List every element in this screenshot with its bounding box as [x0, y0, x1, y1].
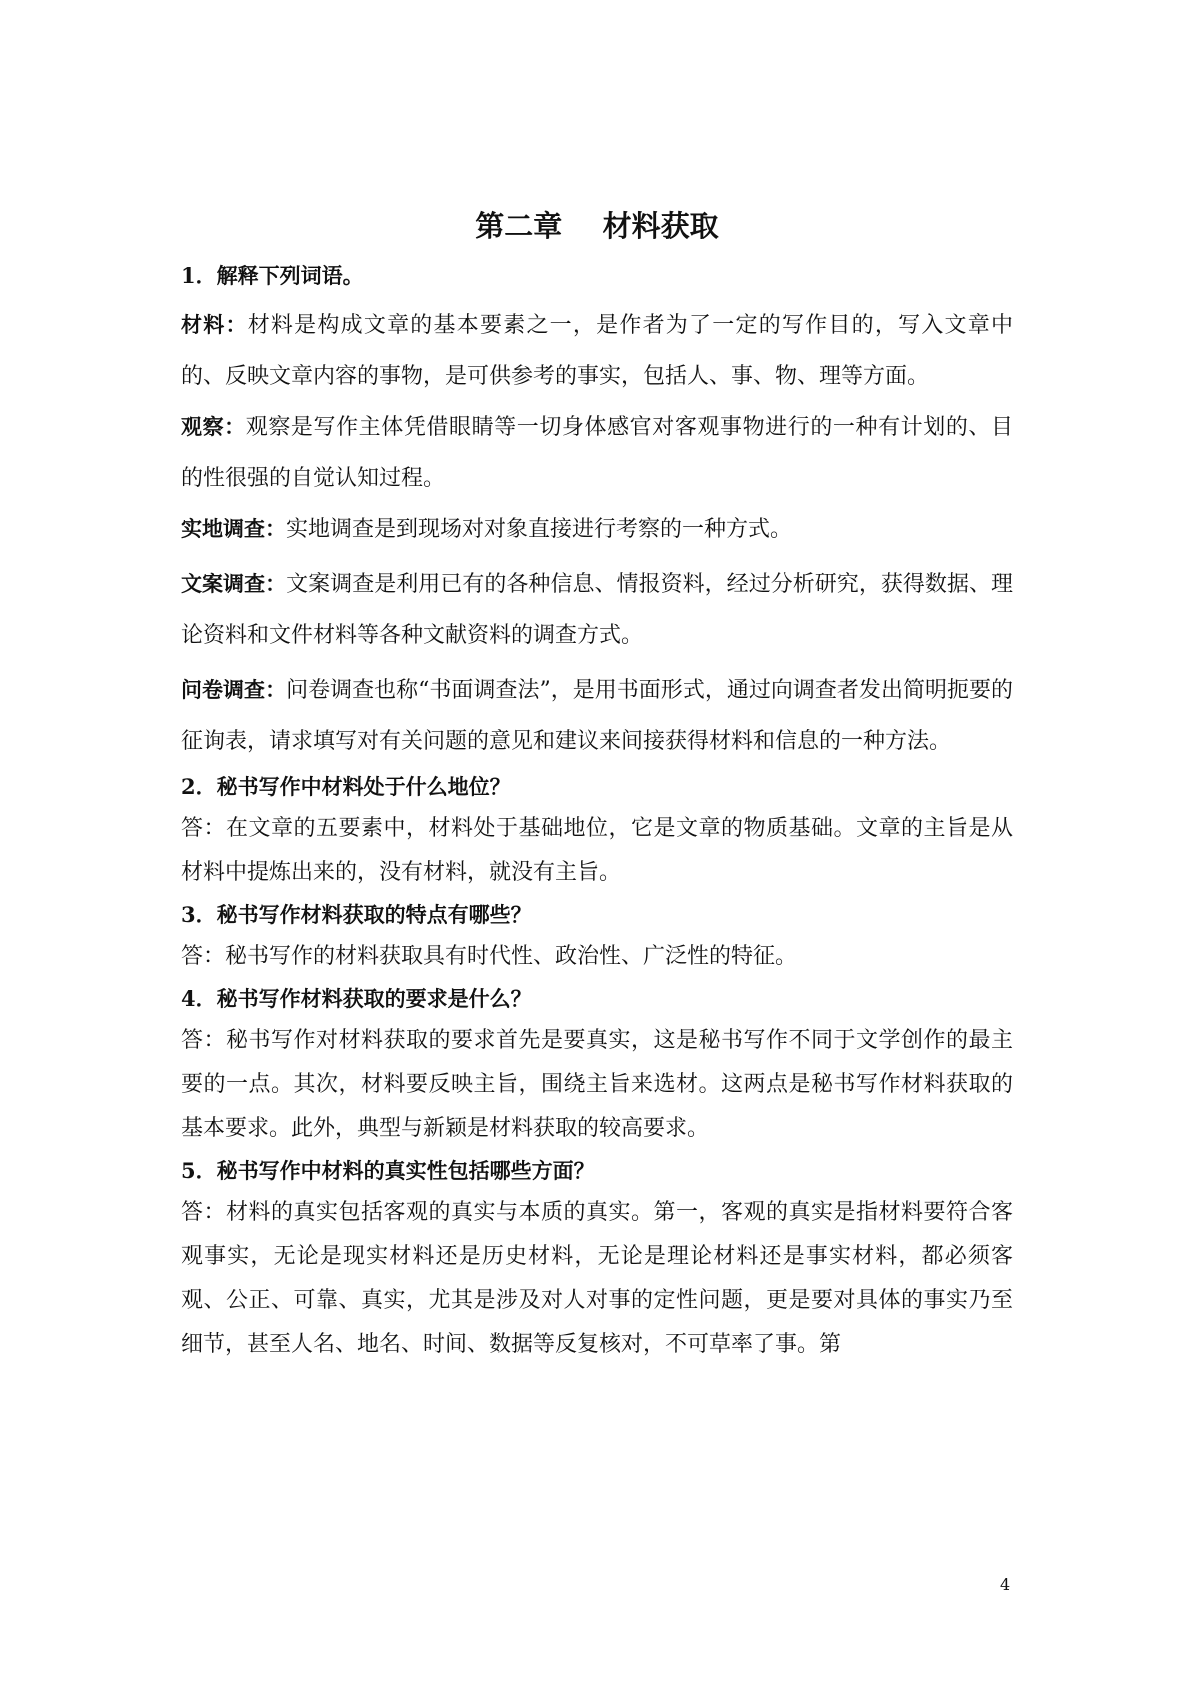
- term-label: 文案调查: [181, 572, 266, 596]
- answer-2: 答：在文章的五要素中，材料处于基础地位，它是文章的物质基础。文章的主旨是从材料中提炼出来的，没有材料，就没有主旨。: [181, 816, 1013, 885]
- answer-5: 答：材料的真实包括客观的真实与本质的真实。第一，客观的真实是指材料要符合客观事实，无论是现实材料还是历史材料，无论是理论材料还是事实材料，都必须客观、公正、可靠、真实，尤其是涉及对人对事的定性问题，更是要对具体的事实乃至细节，甚至人名、地名、时间、数据等反复核对，不可草率了事。第: [181, 1200, 1013, 1357]
- term-definition-material: [181, 300, 1013, 402]
- term-separator: ：: [265, 572, 287, 596]
- term-definition-questionnaire: [181, 665, 1013, 767]
- term-text: 问卷调查也称“书面调查法”，是用书面形式，通过向调查者发出简明扼要的征询表，请求填写对有关问题的意见和建议来间接获得材料和信息的一种方法。: [181, 678, 1014, 754]
- term-separator: ：: [225, 313, 248, 337]
- page-number: 4: [1000, 1575, 1011, 1594]
- term-text: 实地调查是到现场对对象直接进行考察的一种方式。: [286, 517, 793, 542]
- term-label: 观察: [181, 415, 225, 439]
- answer-3: 答：秘书写作的材料获取具有时代性、政治性、广泛性的特征。: [181, 944, 798, 969]
- term-definition-field-survey: [181, 504, 1013, 555]
- answer-4: 答：秘书写作对材料获取的要求首先是要真实，这是秘书写作不同于文学创作的最主要的一点。其次，材料要反映主旨，围绕主旨来选材。这两点是秘书写作材料获取的基本要求。此外，典型与新颖是材料获取的较高要求。: [181, 1028, 1013, 1141]
- term-definition-desk-survey: [181, 559, 1013, 661]
- chapter-title: 第二章 材料获取: [475, 209, 719, 243]
- term-separator: ：: [224, 415, 246, 439]
- term-text: 文案调查是利用已有的各种信息、情报资料，经过分析研究，获得数据、理论资料和文件材料等各种文献资料的调查方式。: [181, 572, 1013, 648]
- question-1: 1．解释下列词语。: [181, 263, 364, 288]
- term-label: 问卷调查: [181, 678, 266, 702]
- term-label: 实地调查: [181, 517, 265, 541]
- term-label: 材料: [181, 313, 226, 337]
- question-4: 4．秘书写作材料获取的要求是什么？: [181, 986, 532, 1011]
- question-2: 2．秘书写作中材料处于什么地位？: [181, 774, 511, 799]
- page-content: [181, 196, 1013, 1367]
- term-text: 材料是构成文章的基本要素之一，是作者为了一定的写作目的，写入文章中的、反映文章内容的事物，是可供参考的事实，包括人、事、物、理等方面。: [181, 313, 1014, 389]
- term-separator: ：: [265, 678, 287, 702]
- term-text: 观察是写作主体凭借眼睛等一切身体感官对客观事物进行的一种有计划的、目的性很强的自觉认知过程。: [181, 415, 1014, 491]
- term-separator: ：: [265, 517, 286, 541]
- question-5: 5．秘书写作中材料的真实性包括哪些方面？: [181, 1158, 595, 1183]
- question-3: 3．秘书写作材料获取的特点有哪些？: [181, 902, 532, 927]
- term-definition-observation: [181, 402, 1013, 504]
